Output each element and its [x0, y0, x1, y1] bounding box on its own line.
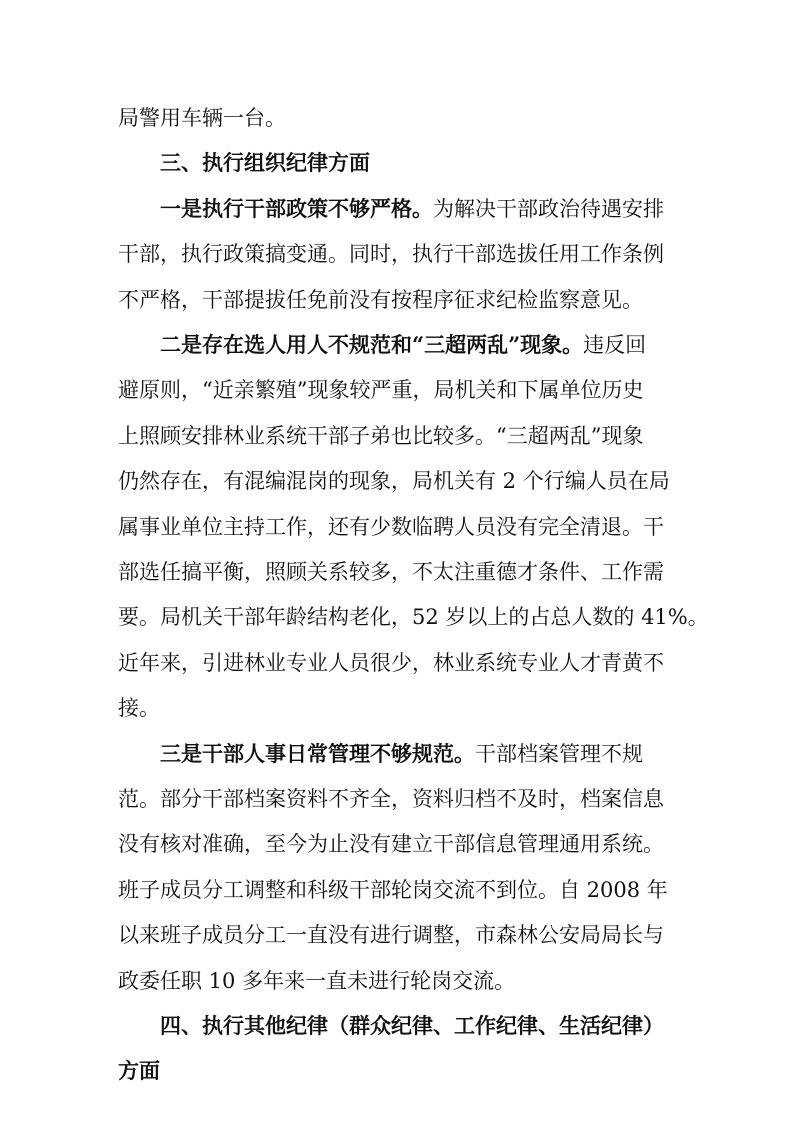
text-line	[118, 467, 670, 495]
body-text: 部选任搞平衡，照顾关系较多，不太注重德才条件、工作需	[118, 560, 664, 584]
text-line	[118, 694, 160, 722]
body-text: 避原则，“近亲繁殖”现象较严重，局机关和下属单位历史	[118, 378, 644, 403]
body-text: 班子成员分工调整和科级干部轮岗交流不到位。自 2008 年	[118, 877, 668, 902]
text-line	[118, 558, 664, 586]
text-line	[160, 149, 370, 177]
body-text: 属事业单位主持工作，还有少数临聘人员没有完全清退。干	[118, 514, 664, 539]
body-text: 近年来，引进林业专业人员很少，林业系统专业人才青黄不	[118, 650, 664, 675]
body-text: 政委任职 10 多年来一直未进行轮岗交流。	[118, 968, 516, 993]
body-text: 没有核对准确，至今为止没有建立干部信息管理通用系统。	[118, 832, 664, 857]
body-text: 接。	[118, 696, 160, 721]
body-text: 不严格，干部提拔任免前没有按程序征求纪检监察意见。	[118, 287, 643, 312]
bold-heading-text: 二是存在选人用人不规范和“三超两乱”现象。	[160, 332, 584, 357]
bold-heading-text: 三、执行组织纪律方面	[160, 150, 370, 176]
body-text: 范。部分干部档案资料不齐全，资料归档不及时，档案信息	[118, 787, 664, 811]
body-text: 上照顾安排林业系统干部子弟也比较多。“三超两乱”现象	[118, 423, 644, 448]
bold-heading-text: 一是执行干部政策不够严格。	[160, 195, 433, 221]
text-line	[118, 240, 664, 268]
text-line	[118, 513, 664, 541]
text-line	[118, 830, 664, 858]
bold-heading-text: 方面	[118, 1058, 160, 1084]
body-text: 仍然存在，有混编混岗的现象，局机关有 2 个行编人员在局	[118, 469, 670, 494]
text-line	[160, 740, 643, 768]
text-line	[118, 649, 664, 677]
text-line	[160, 1012, 664, 1040]
bold-heading-text: 三是干部人事日常管理不够规范。	[160, 740, 475, 766]
body-text: 为解决干部政治待遇安排	[433, 196, 664, 221]
body-text: 以来班子成员分工一直没有进行调整，市森林公安局局长与	[118, 923, 664, 948]
body-text: 干部，执行政策搞变通。同时，执行干部选拔任用工作条例	[118, 242, 664, 267]
text-line	[118, 286, 643, 314]
text-line	[118, 104, 286, 132]
body-text: 违反回	[583, 333, 647, 357]
text-line	[160, 195, 664, 223]
text-line	[118, 422, 643, 450]
bold-heading-text: 四、执行其他纪律（群众纪律、工作纪律、生活纪律）	[160, 1013, 664, 1038]
text-line	[160, 331, 646, 359]
body-text: 局警用车辆一台。	[118, 106, 286, 130]
body-text: 要。局机关干部年龄结构老化，52 岁以上的占总人数的 41%。	[118, 605, 709, 630]
text-line	[118, 1057, 160, 1085]
text-line	[118, 967, 515, 995]
text-line	[118, 876, 668, 904]
text-line	[118, 921, 664, 949]
text-line	[118, 376, 643, 404]
text-line	[118, 785, 664, 813]
text-line	[118, 603, 709, 631]
body-text: 干部档案管理不规	[475, 741, 643, 766]
